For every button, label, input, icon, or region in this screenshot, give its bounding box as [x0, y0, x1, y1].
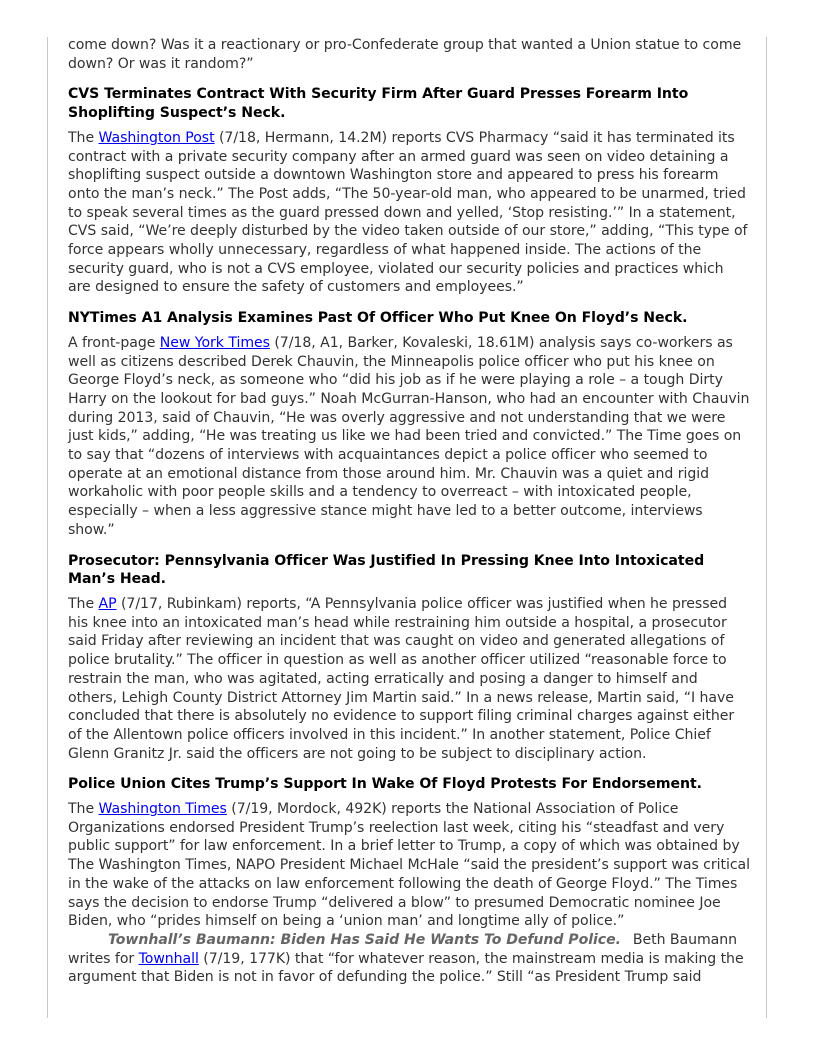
sub-article-townhall: Townhall’s Baumann: Biden Has Said He Wants To Defund Police. Beth Baumann writes for Townhall (7/19, 177K) that “for whatever reason, the mainstream media is making the argument that Biden is not in favor of defunding the police.” Still “as President Trump said	[68, 931, 744, 986]
article-headline: NYTimes A1 Analysis Examines Past Of Officer Who Put Knee On Floyd’s Neck.	[68, 310, 688, 327]
article-headline: Prosecutor: Pennsylvania Officer Was Justified In Pressing Knee Into Intoxicated Man’s Head.	[68, 552, 705, 588]
article-body: The Washington Post (7/18, Hermann, 14.2M) reports CVS Pharmacy “said it has terminated its contract with a private security company after an armed guard was seen on video detaining a shoplifting suspect outside a downtown Washington store and appeared to press his forearm onto the man’s neck.” The Post adds, “The 50-year-old man, who appeared to be unarmed, tried to speak several times as the guard pressed down and yelled, ‘Stop resisting.’” In a statement, CVS said, “We’re deeply disturbed by the video taken outside of our store,” adding, “This type of force appears wholly unnecessary, regardless of what happened inside. The actions of the security guard, who is not a CVS employee, violated our security policies and practices which are designed to ensure the safety of customers and employees.”	[68, 129, 748, 296]
article-prosecutor	[68, 552, 750, 764]
sub-article-headline: Townhall’s Baumann: Biden Has Said He Wants To Defund Police.	[108, 931, 621, 948]
source-link-washington-post[interactable]: Washington Post	[98, 129, 215, 146]
article-headline: CVS Terminates Contract With Security Firm After Guard Presses Forearm Into Shoplifting Suspect’s Neck.	[68, 86, 689, 122]
article-headline: Police Union Cites Trump’s Support In Wake Of Floyd Protests For Endorsement.	[68, 776, 702, 793]
document-content	[68, 36, 750, 987]
source-link-washington-times[interactable]: Washington Times	[98, 801, 227, 818]
article-cvs	[68, 85, 750, 297]
article-nytimes	[68, 309, 750, 539]
article-body: The AP (7/17, Rubinkam) reports, “A Pennsylvania police officer was justified when he pressed his knee into an intoxicated man’s head while restraining him outside a hospital, a prosecutor said Friday after reviewing an incident that was caught on video and generated allegations of police brutality.” The officer in question as well as another officer utilized “reasonable force to restrain the man, who was agitated, acting erratically and posing a danger to himself and others, Lehigh County District Attorney Jim Martin said.” In a news release, Martin said, “I have concluded that there is absolutely no evidence to support filing criminal charges against either of the Allentown police officers involved in this incident.” In another statement, Police Chief Glenn Granitz Jr. said the officers are not going to be subject to disciplinary action.	[68, 595, 735, 762]
source-link-ap[interactable]: AP	[98, 595, 117, 612]
article-body: A front-page New York Times (7/18, A1, Barker, Kovaleski, 18.61M) analysis says co-workers as well as citizens described Derek Chauvin, the Minneapolis police officer who put his knee on George Floyd’s neck, as someone who “did his job as if he were playing a role – a tough Dirty Harry on the lookout for bad guys.” Noah McGurran-Hanson, who had an encounter with Chauvin during 2013, said of Chauvin, “He was overly aggressive and not understanding that we were just kids,” adding, “He was treating us like we had been tried and convicted.” The Time goes on to say that “dozens of interviews with acquaintances depict a police officer who seemed to operate at an emotional distance from those around him. Mr. Chauvin was a quiet and rigid workaholic with poor people skills and a tendency to overreact – with intoxicated people, especially – when a less aggressive stance might have led to a better outcome, interviews show.”	[68, 334, 750, 538]
continued-paragraph: come down? Was it a reactionary or pro-Confederate group that wanted a Union statue to come down? Or was it random?”	[68, 37, 742, 72]
source-link-new-york-times[interactable]: New York Times	[159, 334, 270, 351]
article-police-union	[68, 775, 750, 987]
source-link-townhall[interactable]: Townhall	[138, 950, 199, 967]
article-body: The Washington Times (7/19, Mordock, 492K) reports the National Association of Police Organizations endorsed President Trump’s reelection last week, citing his “steadfast and very public support” for law enforcement. In a brief letter to Trump, a copy of which was obtained by The Washington Times, NAPO President Michael McHale “said the president’s support was critical in the wake of the attacks on law enforcement following the death of George Floyd.” The Times says the decision to endorse Trump “delivered a blow” to presumed Democratic nominee Joe Biden, who “prides himself on being a ‘union man’ and longtime ally of police.”	[68, 801, 750, 930]
